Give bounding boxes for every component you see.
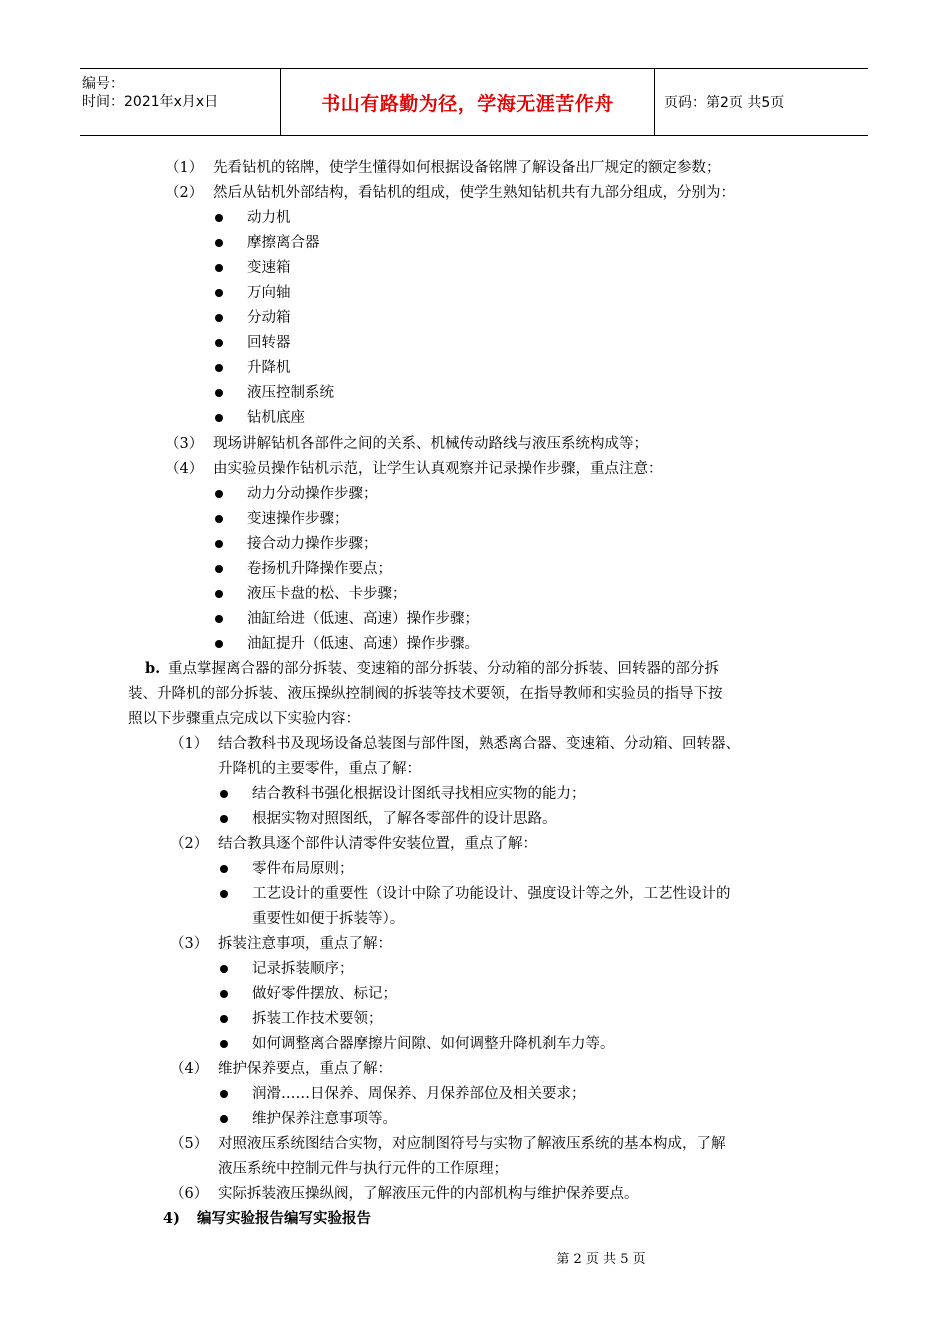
list-item: 油缸提升（低速、高速）操作步骤。 xyxy=(247,636,479,652)
page-label: 页码：第2页 共5页 xyxy=(664,95,785,111)
list-item: 做好零件摆放、标记； xyxy=(252,986,397,1002)
list-item: 维护保养注意事项等。 xyxy=(252,1111,397,1127)
step-heading: 编写实验报告编写实验报告 xyxy=(197,1210,371,1227)
step-number: 4) xyxy=(163,1210,180,1227)
list-item: 回转器 xyxy=(247,335,291,351)
item-text: 拆装注意事项，重点了解： xyxy=(218,936,392,952)
bullet-icon xyxy=(215,339,223,347)
list-item: 卷扬机升降操作要点； xyxy=(247,561,392,577)
list-item: 润滑……日保养、周保养、月保养部位及相关要求； xyxy=(252,1086,586,1102)
list-item: 摩擦离合器 xyxy=(247,235,320,251)
list-item: 工艺设计的重要性（设计中除了功能设计、强度设计等之外，工艺性设计的 xyxy=(252,886,731,902)
bullet-icon xyxy=(215,590,223,598)
list-item: 变速操作步骤； xyxy=(247,511,349,527)
bullet-icon xyxy=(220,1115,228,1123)
list-item: 动力分动操作步骤； xyxy=(247,486,378,502)
list-item: 升降机 xyxy=(247,360,291,376)
bullet-icon xyxy=(215,615,223,623)
paragraph-line: 照以下步骤重点完成以下实验内容： xyxy=(128,711,360,727)
bullet-icon xyxy=(220,790,228,798)
bullet-icon xyxy=(215,314,223,322)
bullet-icon xyxy=(215,289,223,297)
bullet-icon xyxy=(215,239,223,247)
bullet-icon xyxy=(215,214,223,222)
list-item: 零件布局原则； xyxy=(252,861,354,877)
item-text: 结合教具逐个部件认清零件安装位置，重点了解： xyxy=(218,836,537,852)
time-label: 时间：2021年x月x日 xyxy=(82,94,219,110)
list-item: 记录拆装顺序； xyxy=(252,961,354,977)
item-text: 由实验员操作钻机示范，让学生认真观察并记录操作步骤，重点注意： xyxy=(213,461,663,477)
list-item: 液压控制系统 xyxy=(247,385,334,401)
header-motto: 书山有路勤为径，学海无涯苦作舟 xyxy=(280,69,655,135)
item-text: 升降机的主要零件，重点了解： xyxy=(218,761,421,777)
item-text: 现场讲解钻机各部件之间的关系、机械传动路线与液压系统构成等； xyxy=(213,436,648,452)
bullet-icon xyxy=(220,1090,228,1098)
number-label: 编号： xyxy=(82,76,124,92)
item-text: 维护保养要点，重点了解： xyxy=(218,1061,392,1077)
page-header xyxy=(80,68,868,136)
bullet-icon xyxy=(220,990,228,998)
section-b-label: b. xyxy=(145,660,161,677)
list-item: 根据实物对照图纸，了解各零部件的设计思路。 xyxy=(252,811,557,827)
item-number: （4） xyxy=(170,1061,209,1077)
item-number: （1） xyxy=(170,736,209,752)
item-number: （2） xyxy=(165,185,204,201)
list-item: 重要性如便于拆装等）。 xyxy=(252,911,405,927)
item-number: （1） xyxy=(165,160,204,176)
item-number: （5） xyxy=(170,1136,209,1152)
item-text: 对照液压系统图结合实物，对应制图符号与实物了解液压系统的基本构成，了解 xyxy=(218,1136,726,1152)
item-number: （6） xyxy=(170,1186,209,1202)
bullet-icon xyxy=(220,890,228,898)
list-item: 万向轴 xyxy=(247,285,291,301)
list-item: 动力机 xyxy=(247,210,291,226)
header-left xyxy=(80,69,280,135)
item-number: （3） xyxy=(170,936,209,952)
bullet-icon xyxy=(215,264,223,272)
bullet-icon xyxy=(215,540,223,548)
footer-page-number: 第 2 页 共 5 页 xyxy=(556,1252,646,1267)
list-item: 钻机底座 xyxy=(247,410,305,426)
list-item: 如何调整离合器摩擦片间隙、如何调整升降机刹车力等。 xyxy=(252,1036,615,1052)
list-item: 油缸给进（低速、高速）操作步骤； xyxy=(247,611,479,627)
bullet-icon xyxy=(215,565,223,573)
bullet-icon xyxy=(220,815,228,823)
item-text: 结合教科书及现场设备总装图与部件图，熟悉离合器、变速箱、分动箱、回转器、 xyxy=(218,736,740,752)
item-number: （4） xyxy=(165,461,204,477)
item-number: （3） xyxy=(165,436,204,452)
bullet-icon xyxy=(220,1040,228,1048)
list-item: 变速箱 xyxy=(247,260,291,276)
bullet-icon xyxy=(215,640,223,648)
list-item: 分动箱 xyxy=(247,310,291,326)
item-number: （2） xyxy=(170,836,209,852)
bullet-icon xyxy=(215,364,223,372)
list-item: 接合动力操作步骤； xyxy=(247,536,378,552)
header-right xyxy=(654,69,868,135)
item-text: 先看钻机的铭牌，使学生懂得如何根据设备铭牌了解设备出厂规定的额定参数； xyxy=(213,160,721,176)
bullet-icon xyxy=(215,515,223,523)
item-text: 然后从钻机外部结构，看钻机的组成，使学生熟知钻机共有九部分组成，分别为： xyxy=(213,185,735,201)
bullet-icon xyxy=(215,490,223,498)
paragraph-line: 装、升降机的部分拆装、液压操纵控制阀的拆装等技术要领，在指导教师和实验员的指导下按 xyxy=(128,686,723,702)
bullet-icon xyxy=(220,1015,228,1023)
bullet-icon xyxy=(220,965,228,973)
bullet-icon xyxy=(215,414,223,422)
bullet-icon xyxy=(220,865,228,873)
item-text: 实际拆装液压操纵阀，了解液压元件的内部机构与维护保养要点。 xyxy=(218,1186,639,1202)
list-item: 液压卡盘的松、卡步骤； xyxy=(247,586,407,602)
item-text: 液压系统中控制元件与执行元件的工作原理； xyxy=(218,1161,508,1177)
page-footer xyxy=(0,1248,950,1267)
list-item: 拆装工作技术要领； xyxy=(252,1011,383,1027)
bullet-icon xyxy=(215,389,223,397)
list-item: 结合教科书强化根据设计图纸寻找相应实物的能力； xyxy=(252,786,586,802)
paragraph-line: 重点掌握离合器的部分拆装、变速箱的部分拆装、分动箱的部分拆装、回转器的部分拆 xyxy=(168,661,719,677)
